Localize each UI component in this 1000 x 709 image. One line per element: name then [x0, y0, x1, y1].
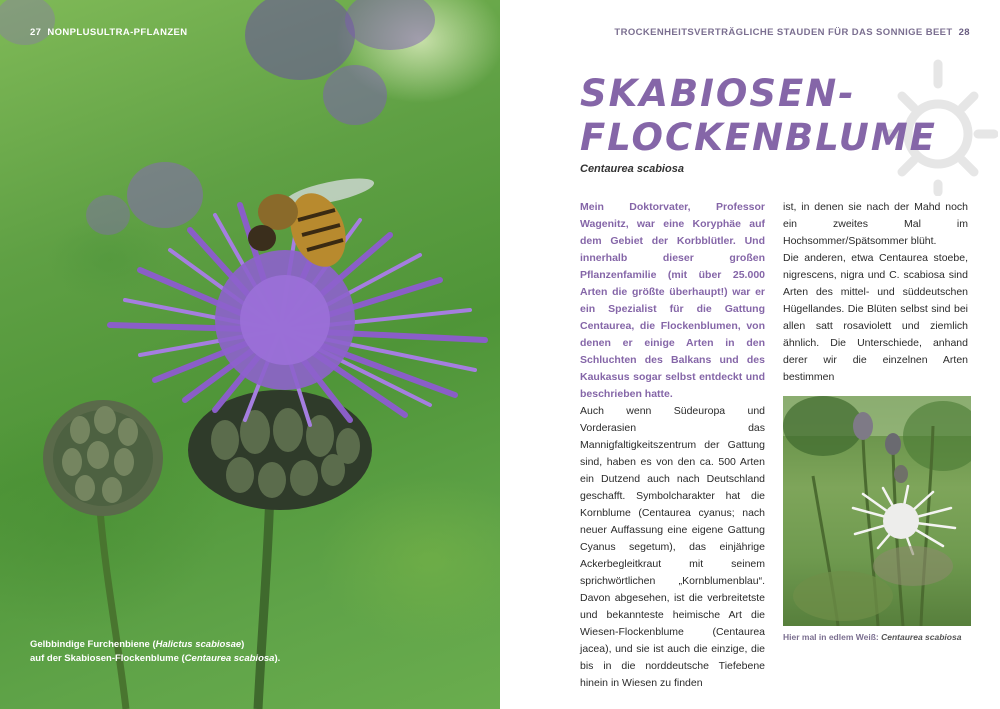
title-line-1: SKABIOSEN- — [580, 72, 856, 115]
caption-part2: ) — [241, 639, 245, 650]
running-head-left — [30, 27, 188, 38]
caption-species2: Centaurea scabiosa — [184, 653, 275, 664]
page-number-left: 27 — [30, 27, 42, 38]
small-photo-caption — [783, 632, 983, 642]
right-page — [500, 0, 1000, 709]
small-caption-text: Hier mal in edlem Weiß: — [783, 632, 879, 642]
right-paragraph-1: ist, in denen sie nach der Mahd noch ein zweites Mal im Hochsommer/Spätsommer blüht. — [783, 201, 968, 247]
flower-bud — [43, 400, 163, 516]
text-column-right — [783, 199, 968, 386]
title-line-2: FLOCKENBLUME — [580, 116, 937, 159]
lead-paragraph: Mein Doktorvater, Professor Wagenitz, war eine Koryphäe auf dem Gebiet der Korbblütler. Und innerhalb dieser großen Pflanzenfamilie (mit über 25.000 Arten die größte überhaupt!) war er ein Spezialist für die Gattung Centaurea, die Flockenblumen, von denen er einige Arten in den Schluchten des Balkans und des Kaukasus sogar selbst entdeckt und beschrieben hatte. — [580, 201, 765, 400]
caption-part1: Gelbbindige Furchenbiene ( — [30, 639, 156, 650]
text-column-left — [580, 199, 765, 692]
page-title — [580, 72, 937, 160]
photo-caption — [30, 638, 330, 666]
page-number-right: 28 — [958, 27, 970, 38]
caption-species1: Halictus scabiosae — [155, 639, 242, 650]
caption-part3: auf der Skabiosen-Flockenblume ( — [30, 653, 185, 664]
white-flower-illustration — [783, 396, 971, 626]
body-paragraph: Auch wenn Südeuropa und Vorderasien das Mannigfaltigkeitszentrum der Gattung sind, haben es von den ca. 500 Arten ein Dutzend auch nach Deutschland geschafft. Symbolcharakter hat die Kornblume (Centaurea cyanus; nach neuer Auffassung eine eigene Gattung Cyanus segetum), das einjährige Ackerbegleitkraut mit seinem sprichwörtlichen „Kornblumenblau“. Davon abgesehen, ist die verbreitetste und bekannteste heimische Art die Wiesen-Flockenblume (Centaurea jacea), und sie ist auch die einzige, die bis in die norddeutsche Tiefebene hinein in Wiesen zu finden — [580, 405, 765, 689]
botanical-name: Centaurea scabiosa — [580, 163, 684, 175]
running-head-left-text: NONPLUSULTRA-PFLANZEN — [47, 27, 188, 38]
running-head-right — [614, 27, 970, 38]
white-flower-photo — [783, 396, 971, 626]
small-caption-species: Centaurea scabiosa — [881, 632, 962, 642]
caption-part4: ). — [274, 653, 281, 664]
right-paragraph-2: Die anderen, etwa Centaurea stoebe, nigrescens, nigra und C. scabiosa sind Arten des mittel- und süddeutschen Hügellandes. Die Blüten selbst sind bei allen satt rosaviolett und ziemlich ähnlich. Die Unterschiede, anhand derer wir die einzelnen Arten bestimmen — [783, 252, 968, 383]
running-head-right-text: TROCKENHEITSVERTRÄGLICHE STAUDEN FÜR DAS SONNIGE BEET — [614, 27, 953, 38]
